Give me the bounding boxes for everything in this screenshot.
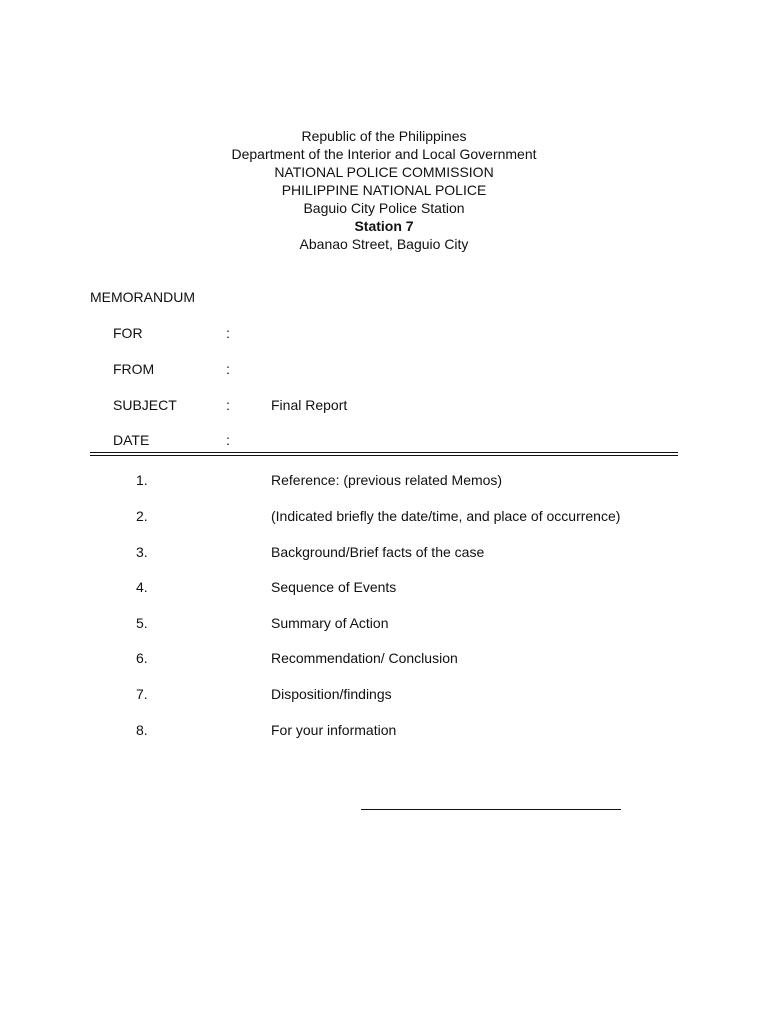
list-item (0, 508, 768, 526)
field-colon: : (226, 361, 230, 377)
item-number: 4. (136, 579, 148, 595)
signature-line (361, 799, 621, 810)
list-item (0, 544, 768, 562)
header-republic: Republic of the Philippines (301, 128, 467, 144)
memo-field-for (0, 325, 768, 343)
header-pnp: PHILIPPINE NATIONAL POLICE (281, 182, 487, 198)
item-text: Background/Brief facts of the case (271, 544, 485, 560)
memo-field-from (0, 361, 768, 379)
item-number: 5. (136, 615, 148, 631)
item-number: 1. (136, 472, 148, 488)
item-text: Sequence of Events (271, 579, 397, 595)
field-label: DATE (113, 432, 150, 448)
field-colon: : (226, 397, 230, 413)
memo-field-subject (0, 397, 768, 415)
list-item (0, 686, 768, 704)
item-text: Reference: (previous related Memos) (271, 472, 503, 488)
item-number: 3. (136, 544, 148, 560)
letterhead (0, 127, 768, 253)
item-number: 7. (136, 686, 148, 702)
field-colon: : (226, 325, 230, 341)
header-commission: NATIONAL POLICE COMMISSION (274, 164, 494, 180)
item-text: Summary of Action (271, 615, 389, 631)
item-number: 6. (136, 650, 148, 666)
list-item (0, 615, 768, 633)
item-text: Recommendation/ Conclusion (271, 650, 458, 666)
header-station-number: Station 7 (354, 218, 414, 234)
header-address: Abanao Street, Baguio City (299, 236, 469, 252)
field-label: FOR (113, 325, 143, 341)
item-number: 2. (136, 508, 148, 524)
field-label: FROM (113, 361, 155, 377)
list-item (0, 722, 768, 740)
item-text: For your information (271, 722, 397, 738)
item-number: 8. (136, 722, 148, 738)
double-rule-top (90, 452, 678, 453)
memo-title: MEMORANDUM (90, 289, 195, 305)
list-item (0, 472, 768, 490)
field-colon: : (226, 432, 230, 448)
field-label: SUBJECT (113, 397, 177, 413)
item-text: (Indicated briefly the date/time, and place of occurrence) (271, 508, 621, 524)
memo-field-date (0, 432, 768, 450)
header-police-station: Baguio City Police Station (303, 200, 465, 216)
item-text: Disposition/findings (271, 686, 392, 702)
header-department: Department of the Interior and Local Government (231, 146, 537, 162)
list-item (0, 579, 768, 597)
double-rule-bottom (90, 455, 678, 456)
list-item (0, 650, 768, 668)
field-value: Final Report (271, 397, 348, 413)
